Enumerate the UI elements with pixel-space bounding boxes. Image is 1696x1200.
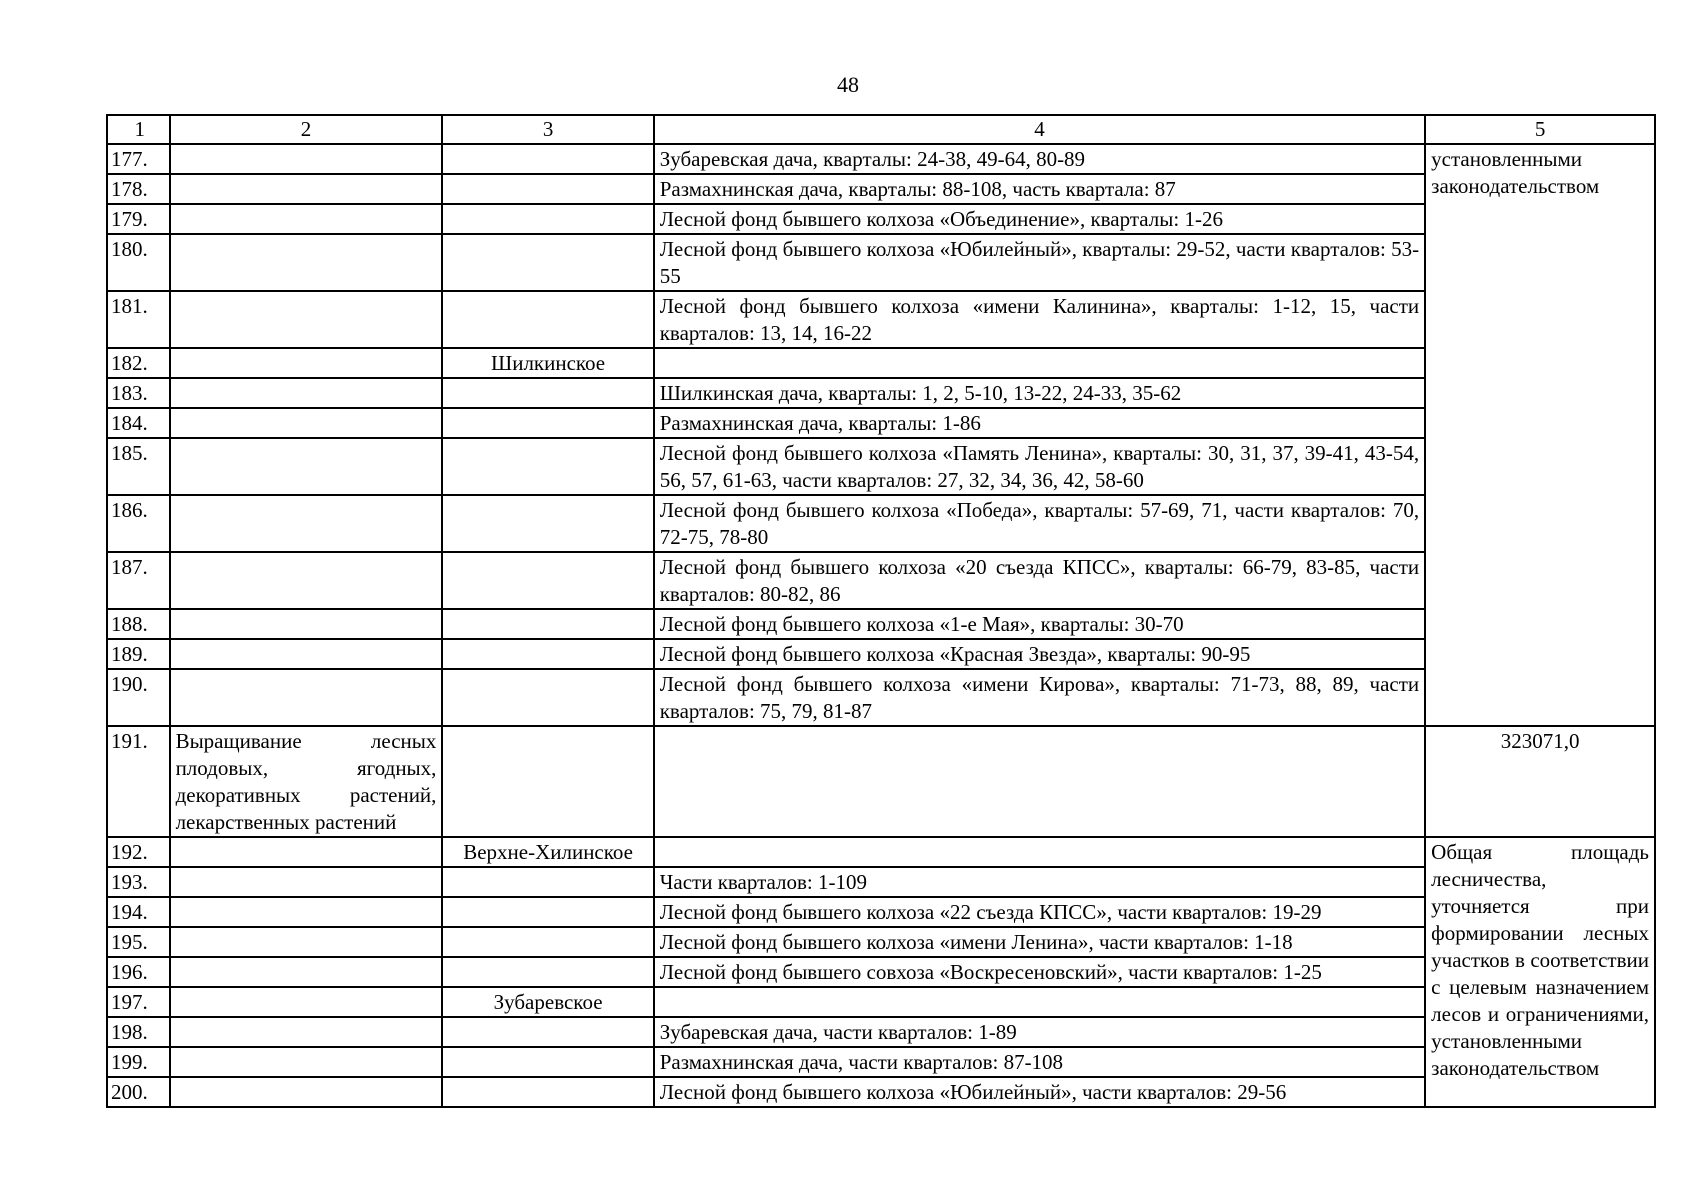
- row-number: 195.: [107, 927, 170, 957]
- row-number: 193.: [107, 867, 170, 897]
- quarters-cell: Лесной фонд бывшего колхоза «Объединение», кварталы: 1-26: [654, 204, 1425, 234]
- activity-cell: [170, 234, 443, 291]
- row-number: 194.: [107, 897, 170, 927]
- quarters-cell: [654, 348, 1425, 378]
- table-row: [107, 837, 1655, 867]
- quarters-cell: Шилкинская дача, кварталы: 1, 2, 5-10, 13-22, 24-33, 35-62: [654, 378, 1425, 408]
- activity-cell: [170, 438, 443, 495]
- page-number: 48: [837, 72, 859, 97]
- district-cell: [442, 144, 653, 174]
- row-number: 199.: [107, 1047, 170, 1077]
- district-cell: [442, 669, 653, 726]
- activity-cell: [170, 897, 443, 927]
- header-col-3: 3: [442, 115, 653, 144]
- table-row: [107, 234, 1655, 291]
- table-row: [107, 1077, 1655, 1107]
- row-number: 198.: [107, 1017, 170, 1047]
- header-col-1: 1: [107, 115, 170, 144]
- quarters-cell: [654, 837, 1425, 867]
- district-cell: [442, 174, 653, 204]
- district-cell: [442, 867, 653, 897]
- district-cell: Шилкинское: [442, 348, 653, 378]
- row-number: 187.: [107, 552, 170, 609]
- row-number: 182.: [107, 348, 170, 378]
- table-row: [107, 987, 1655, 1017]
- district-cell: Зубаревское: [442, 987, 653, 1017]
- district-cell: [442, 609, 653, 639]
- area-value-cell: 323071,0: [1425, 726, 1655, 837]
- area-note-cell: Общая площадь лесничества, уточняется при формировании лесных участков в соответствии с целевым назначением лесов и ограничениями, установленными законодательством: [1425, 837, 1655, 1107]
- quarters-cell: Лесной фонд бывшего колхоза «имени Ленина», части кварталов: 1-18: [654, 927, 1425, 957]
- quarters-cell: Лесной фонд бывшего колхоза «1-е Мая», кварталы: 30-70: [654, 609, 1425, 639]
- row-number: 181.: [107, 291, 170, 348]
- activity-cell: [170, 204, 443, 234]
- table-row: [107, 1017, 1655, 1047]
- quarters-cell: Лесной фонд бывшего совхоза «Воскресеновский», части кварталов: 1-25: [654, 957, 1425, 987]
- activity-cell: [170, 927, 443, 957]
- header-row: [107, 115, 1655, 144]
- quarters-cell: Лесной фонд бывшего колхоза «22 съезда КПСС», части кварталов: 19-29: [654, 897, 1425, 927]
- table-row: [107, 408, 1655, 438]
- row-number: 186.: [107, 495, 170, 552]
- table-row: [107, 669, 1655, 726]
- row-number: 200.: [107, 1077, 170, 1107]
- quarters-cell: [654, 726, 1425, 837]
- activity-cell: [170, 957, 443, 987]
- activity-cell: [170, 1017, 443, 1047]
- table-row: [107, 204, 1655, 234]
- table-row: [107, 174, 1655, 204]
- activity-cell: [170, 174, 443, 204]
- quarters-cell: Лесной фонд бывшего колхоза «Победа», кварталы: 57-69, 71, части кварталов: 70, 72-75, 78-80: [654, 495, 1425, 552]
- district-cell: [442, 957, 653, 987]
- activity-cell: [170, 867, 443, 897]
- row-number: 183.: [107, 378, 170, 408]
- row-number: 190.: [107, 669, 170, 726]
- activity-cell: [170, 669, 443, 726]
- table-row: [107, 609, 1655, 639]
- table-row: [107, 1047, 1655, 1077]
- table-row: [107, 144, 1655, 174]
- row-number: 192.: [107, 837, 170, 867]
- table-row: [107, 867, 1655, 897]
- district-cell: Верхне-Хилинское: [442, 837, 653, 867]
- forestry-table: [106, 114, 1656, 1108]
- activity-cell: [170, 609, 443, 639]
- activity-cell: Выращивание лесных плодовых, ягодных, декоративных растений, лекарственных растений: [170, 726, 443, 837]
- row-number: 197.: [107, 987, 170, 1017]
- table-row: [107, 438, 1655, 495]
- row-number: 191.: [107, 726, 170, 837]
- header-col-4: 4: [654, 115, 1425, 144]
- table-row: [107, 639, 1655, 669]
- activity-cell: [170, 552, 443, 609]
- quarters-cell: Лесной фонд бывшего колхоза «Юбилейный», кварталы: 29-52, части кварталов: 53-55: [654, 234, 1425, 291]
- quarters-cell: Зубаревская дача, части кварталов: 1-89: [654, 1017, 1425, 1047]
- row-number: 178.: [107, 174, 170, 204]
- activity-cell: [170, 378, 443, 408]
- district-cell: [442, 726, 653, 837]
- header-col-5: 5: [1425, 115, 1655, 144]
- quarters-cell: Размахнинская дача, кварталы: 1-86: [654, 408, 1425, 438]
- district-cell: [442, 291, 653, 348]
- activity-cell: [170, 495, 443, 552]
- quarters-cell: Лесной фонд бывшего колхоза «20 съезда КПСС», кварталы: 66-79, 83-85, части кварталов: 80-82, 86: [654, 552, 1425, 609]
- activity-cell: [170, 1047, 443, 1077]
- activity-cell: [170, 348, 443, 378]
- activity-cell: [170, 144, 443, 174]
- district-cell: [442, 408, 653, 438]
- quarters-cell: Части кварталов: 1-109: [654, 867, 1425, 897]
- district-cell: [442, 897, 653, 927]
- activity-cell: [170, 987, 443, 1017]
- district-cell: [442, 495, 653, 552]
- table-row: [107, 957, 1655, 987]
- table-row: [107, 552, 1655, 609]
- district-cell: [442, 204, 653, 234]
- activity-cell: [170, 408, 443, 438]
- quarters-cell: Лесной фонд бывшего колхоза «имени Калинина», кварталы: 1-12, 15, части кварталов: 13, 14, 16-22: [654, 291, 1425, 348]
- row-number: 184.: [107, 408, 170, 438]
- activity-cell: [170, 1077, 443, 1107]
- table-row: [107, 495, 1655, 552]
- district-cell: [442, 378, 653, 408]
- row-number: 177.: [107, 144, 170, 174]
- area-note-cell: установленными законодательством: [1425, 144, 1655, 726]
- quarters-cell: [654, 987, 1425, 1017]
- table-row: [107, 897, 1655, 927]
- table-row: [107, 348, 1655, 378]
- district-cell: [442, 927, 653, 957]
- quarters-cell: Зубаревская дача, кварталы: 24-38, 49-64, 80-89: [654, 144, 1425, 174]
- activity-cell: [170, 639, 443, 669]
- quarters-cell: Лесной фонд бывшего колхоза «имени Кирова», кварталы: 71-73, 88, 89, части кварталов: 75, 79, 81-87: [654, 669, 1425, 726]
- quarters-cell: Лесной фонд бывшего колхоза «Память Ленина», кварталы: 30, 31, 37, 39-41, 43-54, 56, 57, 61-63, части кварталов: 27, 32, 34, 36, 42, 58-60: [654, 438, 1425, 495]
- activity-cell: [170, 291, 443, 348]
- district-cell: [442, 552, 653, 609]
- row-number: 180.: [107, 234, 170, 291]
- table-row: [107, 927, 1655, 957]
- district-cell: [442, 639, 653, 669]
- table-row: [107, 726, 1655, 837]
- row-number: 185.: [107, 438, 170, 495]
- district-cell: [442, 234, 653, 291]
- district-cell: [442, 1047, 653, 1077]
- activity-cell: [170, 837, 443, 867]
- quarters-cell: Лесной фонд бывшего колхоза «Красная Звезда», кварталы: 90-95: [654, 639, 1425, 669]
- table-row: [107, 291, 1655, 348]
- table-row: [107, 378, 1655, 408]
- quarters-cell: Размахнинская дача, кварталы: 88-108, часть квартала: 87: [654, 174, 1425, 204]
- district-cell: [442, 438, 653, 495]
- row-number: 196.: [107, 957, 170, 987]
- row-number: 179.: [107, 204, 170, 234]
- quarters-cell: Размахнинская дача, части кварталов: 87-108: [654, 1047, 1425, 1077]
- quarters-cell: Лесной фонд бывшего колхоза «Юбилейный», части кварталов: 29-56: [654, 1077, 1425, 1107]
- row-number: 189.: [107, 639, 170, 669]
- district-cell: [442, 1017, 653, 1047]
- header-col-2: 2: [170, 115, 443, 144]
- row-number: 188.: [107, 609, 170, 639]
- district-cell: [442, 1077, 653, 1107]
